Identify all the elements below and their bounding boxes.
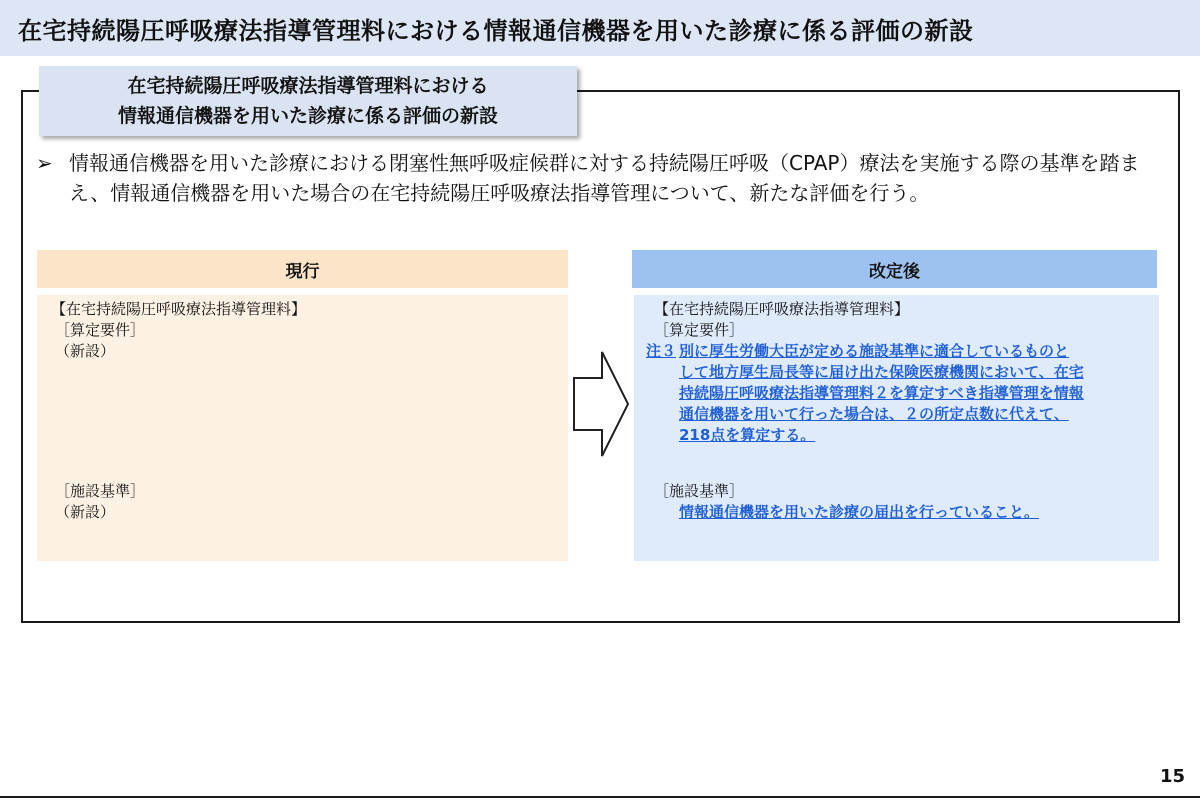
revised-facility-label: ［施設基準］ [654, 482, 745, 500]
revised-note-block [646, 341, 1146, 446]
note-line: 別に厚生労働大臣が定める施設基準に適合しているものと [679, 342, 1070, 360]
page-title: 在宅持続陽圧呼吸療法指導管理料における情報通信機器を用いた診療に係る評価の新設 [18, 16, 974, 45]
note-label: 注３ [646, 342, 677, 360]
summary-text: 情報通信機器を用いた診療における閉塞性無呼吸症候群に対する持続陽圧呼吸（CPAP）療法を実施する際の基準を踏まえ、情報通信機器を用いた場合の在宅持続陽圧呼吸療法指導管理について、新たな評価を行う。 [69, 151, 1140, 205]
current-column-header: 現行 [37, 250, 568, 288]
title-bar [0, 0, 1200, 56]
revised-panel [634, 295, 1159, 561]
section-heading-line-1: 在宅持続陽圧呼吸療法指導管理料における [127, 75, 489, 97]
revised-requirement-label: ［算定要件］ [654, 321, 745, 339]
bullet-arrow-icon: ➢ [36, 151, 53, 175]
section-heading [39, 66, 577, 136]
note-line: 持続陽圧呼吸療法指導管理料２を算定すべき指導管理を情報 [679, 384, 1084, 402]
current-item-title: 【在宅持続陽圧呼吸療法指導管理料】 [51, 300, 307, 318]
current-facility-label: ［施設基準］ [55, 482, 146, 500]
current-facility-value: （新設） [55, 503, 116, 521]
footer-divider [0, 796, 1200, 798]
current-panel [37, 295, 568, 561]
note-line: 通信機器を用いて行った場合は、２の所定点数に代えて、 [679, 405, 1069, 423]
current-requirement-value: （新設） [55, 342, 116, 360]
note-line: 218点を算定する。 [679, 426, 816, 444]
page-number: 15 [1160, 766, 1186, 787]
revised-item-title: 【在宅持続陽圧呼吸療法指導管理料】 [654, 300, 910, 318]
section-heading-line-2: 情報通信機器を用いた診療に係る評価の新設 [117, 105, 498, 127]
current-requirement-label: ［算定要件］ [55, 321, 146, 339]
revised-column-header: 改定後 [632, 250, 1157, 288]
summary-bullet [36, 148, 1171, 208]
revised-facility-value: 情報通信機器を用いた診療の届出を行っていること。 [679, 503, 1040, 521]
right-arrow-icon [572, 350, 630, 458]
note-line: して地方厚生局長等に届け出た保険医療機関において、在宅 [679, 363, 1084, 381]
